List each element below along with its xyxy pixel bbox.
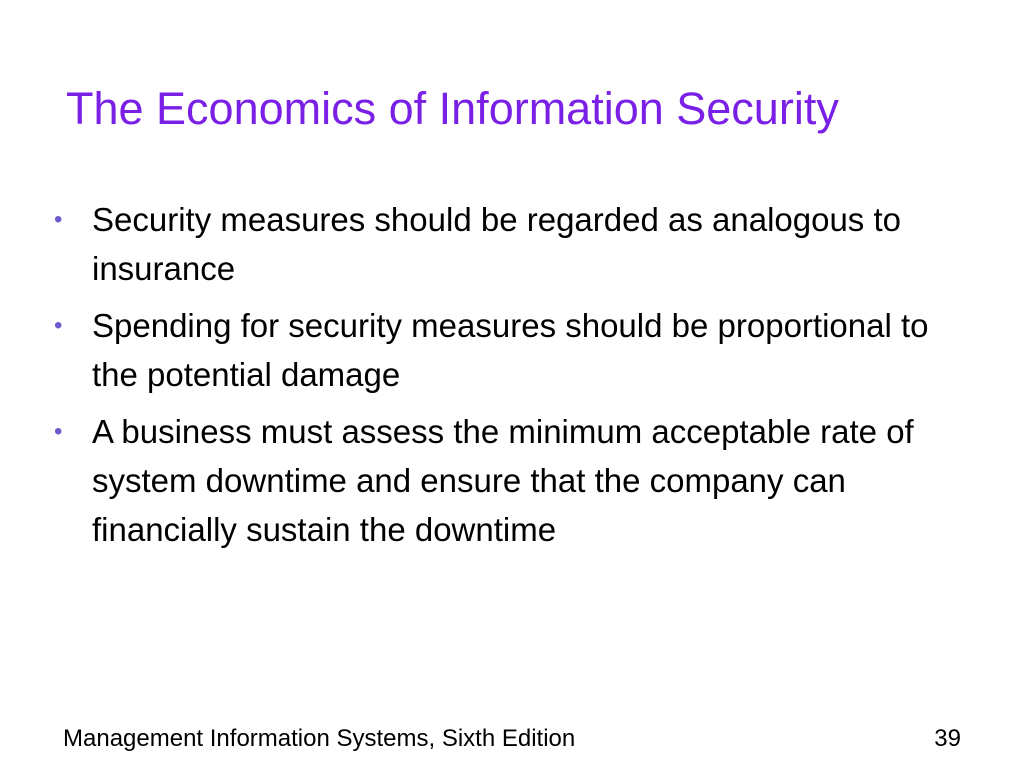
bullet-icon: • [54,206,63,233]
bullet-item [54,301,964,399]
bullet-text: Security measures should be regarded as analogous to insurance [92,201,901,287]
slide-title: The Economics of Information Security [66,83,839,134]
page-number: 39 [934,725,961,752]
bullet-text: Spending for security measures should be proportional to the potential damage [92,307,929,393]
footer-text: Management Information Systems, Sixth Edition [63,725,576,752]
bullet-icon: • [54,312,63,339]
bullet-text: A business must assess the minimum acceptable rate of system downtime and ensure that the company can financially sustain the downtime [92,413,914,548]
bullet-item [54,195,964,293]
bullet-list [54,195,964,562]
bullet-item [54,407,964,554]
bullet-icon: • [54,418,63,445]
